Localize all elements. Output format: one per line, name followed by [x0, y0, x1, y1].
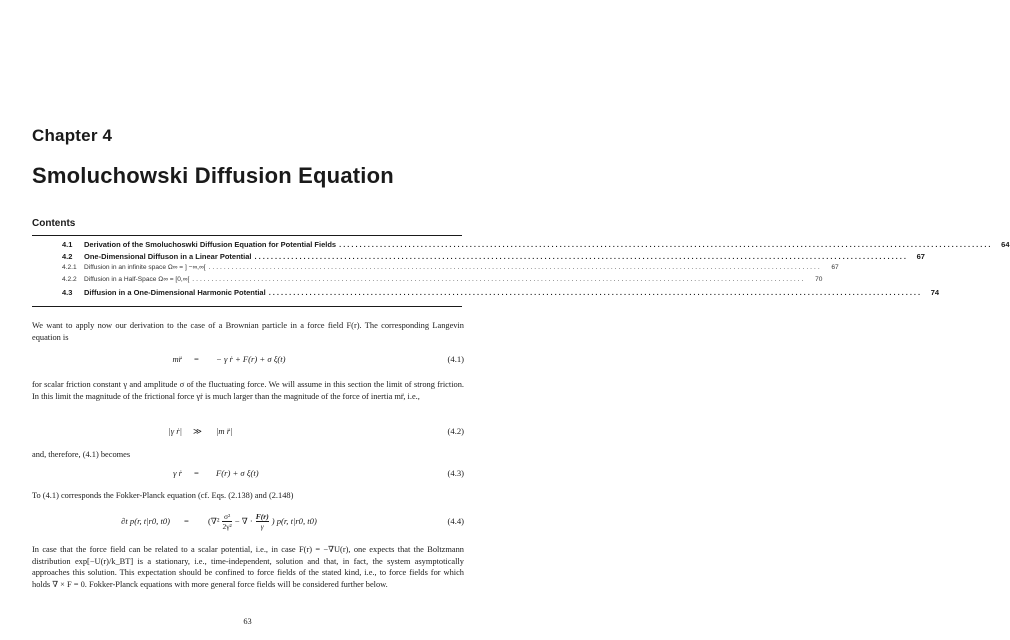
paragraph: To (4.1) corresponds the Fokker-Planck equation (cf. Eqs. (2.138) and (2.148) [32, 491, 294, 500]
toc-leader: ................................................................................................................................................................ [192, 276, 806, 283]
fraction-numerator: σ² [223, 511, 231, 521]
equation-rhs: |m r̈| [216, 426, 233, 436]
equation-4-2 [32, 424, 464, 438]
toc-leader: ................................................................................................................................................................ [254, 252, 908, 261]
toc-entry[interactable] [62, 252, 925, 264]
toc-bottom-rule [32, 306, 462, 307]
toc-entry-number: 4.1 [62, 240, 73, 249]
toc-entry-title: One-Dimensional Diffuson in a Linear Potential [84, 252, 252, 261]
toc-subentry[interactable] [62, 264, 839, 276]
toc-leader: ................................................................................................................................................................ [208, 264, 822, 271]
equation-lhs: ∂t p(r, t|r0, t0) [121, 516, 170, 526]
toc-entry-title: Diffusion in a Half-Space Ω∞ = [0,∞[ [84, 276, 190, 283]
equation-number: (4.3) [447, 468, 464, 478]
equation-number: (4.4) [447, 516, 464, 526]
toc-entry-title: Diffusion in a One-Dimensional Harmonic Potential [84, 288, 266, 297]
toc-entry-title: Derivation of the Smoluchoswki Diffusion Equation for Potential Fields [84, 240, 337, 249]
toc-entry-page: 70 [815, 276, 823, 283]
equation-part: − ∇ · [234, 515, 253, 526]
toc-entry-page: 64 [1001, 240, 1010, 249]
contents-heading: Contents [32, 218, 76, 229]
equation-relation: = [194, 468, 199, 478]
fraction-numerator: F(r) [255, 511, 269, 521]
equation-relation: ≫ [193, 425, 202, 436]
equation-part: ) p(r, t|r0, t0) [271, 516, 317, 526]
fraction-denominator: γ [260, 521, 264, 531]
paragraph: for scalar friction constant γ and amplitude σ of the fluctuating force. We will assume in this section the limit of strong friction. In this limit the magnitude of the frictional force γṙ is much larger than the magnitude of the force of inertia mr̈, i.e., [32, 380, 464, 401]
toc-entry[interactable] [62, 240, 1010, 252]
toc-entry-page: 74 [930, 288, 940, 297]
toc-entry-page: 67 [831, 264, 839, 271]
toc-leader: ................................................................................................................................................................ [339, 240, 993, 249]
equation-rhs [208, 512, 317, 531]
equation-rhs: − γ ṙ + F(r) + σ ξ(t) [216, 354, 286, 364]
toc-entry-number: 4.2.2 [62, 276, 77, 283]
equation-part: (∇² [208, 515, 220, 526]
toc-entry-number: 4.2 [62, 252, 73, 261]
equation-lhs: mr̈ [172, 354, 182, 364]
equation-4-1 [32, 352, 464, 366]
toc-top-rule [32, 235, 462, 236]
toc-entry-number: 4.3 [62, 288, 73, 297]
paragraph: We want to apply now our derivation to the case of a Brownian particle in a force field F(r). The corresponding Langevin equation is [32, 321, 464, 342]
fraction-denominator: 2γ² [222, 521, 232, 531]
equation-4-3 [32, 466, 464, 480]
equation-lhs: |γ ṙ| [168, 426, 182, 436]
paragraph: In case that the force field can be related to a scalar potential, i.e., in case F(r) = −∇U(r), one expects that the Boltzmann distribution exp[−U(r)/k_BT] is a stationary, i.e., time-independent, solution and that, in fact, the system asymptotically approaches this solution. This expectation should be confined to force fields of the stated kind, i.e., to force fields for which holds ∇ × F = 0. Fokker-Planck equations with more general force fields will be considered further below. [32, 545, 464, 589]
fraction [222, 512, 231, 531]
chapter-label: Chapter 4 [32, 126, 113, 145]
toc-entry-title: Diffusion in an infinite space Ω∞ = ] −∞,∞[ [84, 264, 206, 271]
chapter-title: Smoluchowski Diffusion Equation [32, 163, 394, 188]
equation-relation: = [194, 354, 199, 364]
equation-number: (4.2) [447, 426, 464, 436]
table-of-contents [62, 240, 1010, 300]
equation-lhs: γ ṙ [173, 468, 182, 478]
page-number: 63 [243, 617, 252, 626]
fraction [256, 512, 269, 531]
paragraph: and, therefore, (4.1) becomes [32, 450, 131, 459]
equation-4-4 [32, 508, 464, 534]
equation-relation: = [184, 516, 189, 526]
toc-subentry[interactable] [62, 276, 823, 288]
equation-rhs: F(r) + σ ξ(t) [216, 468, 259, 478]
toc-entry[interactable] [62, 288, 940, 300]
equation-number: (4.1) [447, 354, 464, 364]
toc-entry-page: 67 [916, 252, 925, 261]
toc-entry-number: 4.2.1 [62, 264, 77, 271]
toc-leader: ................................................................................................................................................................ [268, 288, 923, 297]
